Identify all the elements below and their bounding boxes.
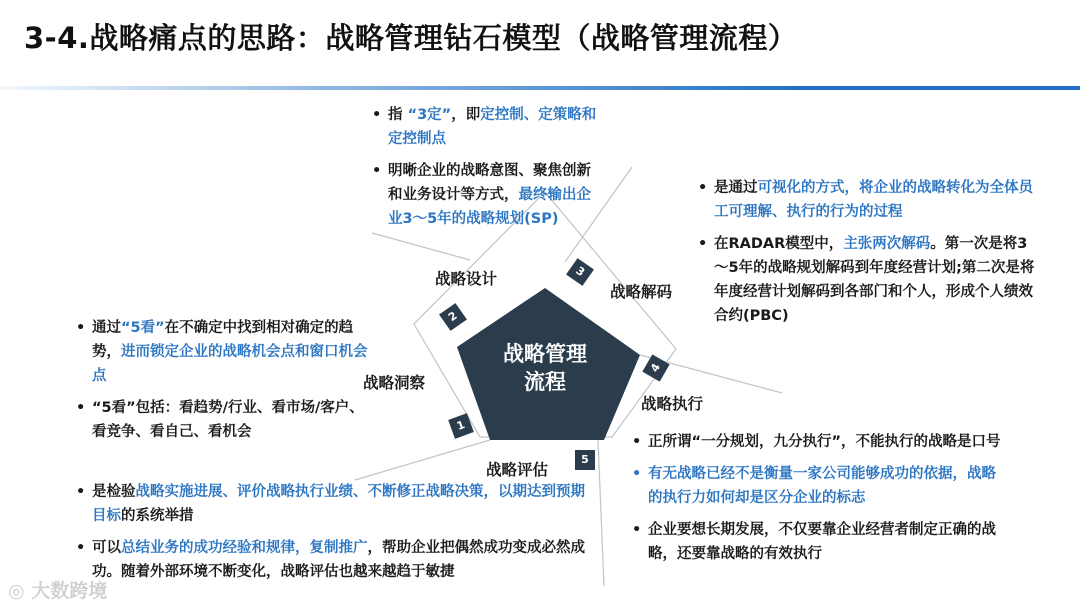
evaluate-description [74, 480, 594, 592]
insight-point-2: • “5看”包括：看趋势/行业、看市场/客户、看竞争、看自己、看机会 [74, 396, 370, 444]
center-label-line2: 流程 [524, 370, 566, 394]
evaluate-point-1: • 是检验战略实施进展、评价战略执行业绩、不断修正战略决策，以期达到预期目标的系统举措 [74, 480, 594, 528]
design-point-1: • 指 “3定”，即定控制、定策略和定控制点 [370, 103, 600, 151]
design-point-2: • 明晰企业的战略意图、聚焦创新和业务设计等方式，最终输出企业3～5年的战略规划(SP) [370, 159, 600, 231]
execute-point-3: • 企业要想长期发展，不仅要靠企业经营者制定正确的战略，还要靠战略的有效执行 [630, 518, 1010, 566]
stage-badge-2: 2 [439, 303, 467, 331]
stage-label-design: 战略设计 [435, 270, 498, 288]
decode-point-2: • 在RADAR模型中，主张两次解码。第一次是将3～5年的战略规划解码到年度经营计划;第二次是将年度经营计划解码到各部门和个人，形成个人绩效合约(PBC) [696, 232, 1036, 328]
stage-badge-3: 3 [566, 258, 594, 286]
stage-label-insight: 战略洞察 [363, 374, 426, 392]
watermark-icon: ◎ [8, 580, 25, 602]
page-title: 3-4.战略痛点的思路：战略管理钻石模型（战略管理流程） [24, 21, 798, 55]
insight-point-1: • 通过“5看”在不确定中找到相对确定的趋势，进而锁定企业的战略机会点和窗口机会点 [74, 316, 370, 388]
stage-label-decode: 战略解码 [610, 283, 673, 301]
stage-badge-5: 5 [575, 450, 595, 470]
watermark-text: 大数跨境 [31, 580, 108, 602]
stage-badge-4: 4 [642, 354, 669, 381]
center-label-line1: 战略管理 [503, 342, 587, 366]
execute-description [630, 430, 1010, 574]
decode-description [696, 176, 1036, 336]
insight-description [74, 316, 370, 452]
execute-point-1: • 正所谓“一分规划，九分执行”，不能执行的战略是口号 [630, 430, 1010, 454]
decode-point-1: • 是通过可视化的方式，将企业的战略转化为全体员工可理解、执行的行为的过程 [696, 176, 1036, 224]
watermark-logo [8, 576, 107, 603]
center-label [485, 340, 605, 396]
evaluate-point-2: • 可以总结业务的成功经验和规律，复制推广，帮助企业把偶然成功变成必然成功。随着外部环境不断变化，战略评估也越来越趋于敏捷 [74, 536, 594, 584]
stage-label-evaluate: 战略评估 [486, 461, 549, 479]
stage-badge-1: 1 [448, 413, 474, 439]
design-description [370, 103, 600, 239]
execute-point-2: • 有无战略已经不是衡量一家公司能够成功的依据，战略的执行力如何却是区分企业的标志 [630, 462, 1010, 510]
stage-label-execute: 战略执行 [641, 395, 704, 413]
